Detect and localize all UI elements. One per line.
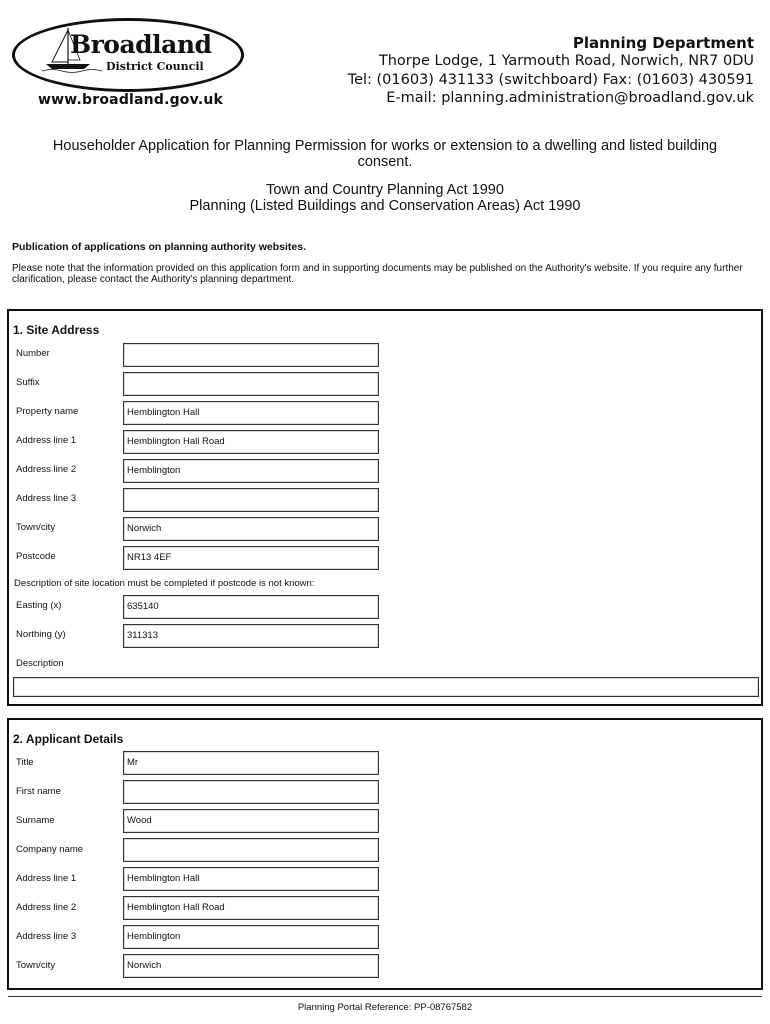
field-label: Address line 3	[16, 931, 77, 942]
document-title-line1: Householder Application for Planning Permission for works or extension to a dwelling and listed building	[52, 138, 718, 154]
act-title-1: Town and Country Planning Act 1990	[266, 182, 504, 198]
field-label: Address line 3	[16, 493, 77, 504]
field-label: Address line 2	[16, 902, 77, 913]
address-line-1-field[interactable]: Hemblington Hall Road	[123, 430, 379, 454]
field-label: Description	[16, 658, 64, 669]
department-address: Thorpe Lodge, 1 Yarmouth Road, Norwich, NR7 0DU	[378, 53, 754, 69]
title-field[interactable]: Mr	[123, 751, 379, 775]
field-label: Suffix	[16, 377, 40, 388]
portal-reference: Planning Portal Reference: PP-08767582	[297, 1002, 473, 1013]
address-line-3-field[interactable]	[123, 488, 379, 512]
field-label: First name	[16, 786, 61, 797]
logo-subtitle: District Council	[106, 60, 204, 73]
applicant-address-line-1-field[interactable]: Hemblington Hall	[123, 867, 379, 891]
logo-name: Broadland	[70, 30, 212, 59]
footer-divider	[8, 996, 762, 997]
easting-field[interactable]: 635140	[123, 595, 379, 619]
act-titles	[20, 182, 750, 214]
description-field[interactable]	[13, 677, 759, 697]
number-field[interactable]	[123, 343, 379, 367]
department-email[interactable]: E-mail: planning.administration@broadland.gov.uk	[386, 90, 754, 106]
field-label: Address line 1	[16, 435, 77, 446]
applicant-address-line-3-field[interactable]: Hemblington	[123, 925, 379, 949]
publication-note: Please note that the information provided on this application form and in supporting documents may be published on the Authority's website. If you require any further clarification, please contact the Authority's planning department.	[12, 263, 743, 285]
field-label: Address line 2	[16, 464, 77, 475]
site-address-section	[7, 309, 763, 706]
field-label: Easting (x)	[16, 600, 62, 611]
publication-heading: Publication of applications on planning authority websites.	[12, 241, 307, 253]
field-label: Company name	[16, 844, 84, 855]
field-label: Postcode	[16, 551, 56, 562]
department-title: Planning Department	[572, 34, 754, 52]
field-label: Property name	[16, 406, 79, 417]
field-label: Title	[16, 757, 34, 768]
applicant-address-line-2-field[interactable]: Hemblington Hall Road	[123, 896, 379, 920]
document-title	[20, 138, 750, 170]
company-name-field[interactable]	[123, 838, 379, 862]
section-title: 2. Applicant Details	[13, 732, 124, 746]
field-label: Number	[16, 348, 50, 359]
act-title-2: Planning (Listed Buildings and Conservation Areas) Act 1990	[189, 198, 581, 214]
field-label: Town/city	[16, 522, 56, 533]
field-label: Surname	[16, 815, 55, 826]
suffix-field[interactable]	[123, 372, 379, 396]
applicant-details-section	[7, 718, 763, 990]
section-title: 1. Site Address	[13, 323, 100, 337]
property-name-field[interactable]: Hemblington Hall	[123, 401, 379, 425]
field-label: Northing (y)	[16, 629, 66, 640]
postcode-field[interactable]: NR13 4EF	[123, 546, 379, 570]
first-name-field[interactable]	[123, 780, 379, 804]
field-label: Address line 1	[16, 873, 77, 884]
document-title-line2: consent.	[357, 154, 413, 170]
department-phone-fax: Tel: (01603) 431133 (switchboard) Fax: (01603) 430591	[347, 71, 754, 88]
surname-field[interactable]: Wood	[123, 809, 379, 833]
address-line-2-field[interactable]: Hemblington	[123, 459, 379, 483]
location-note: Description of site location must be completed if postcode is not known:	[14, 578, 315, 589]
website-link[interactable]: www.broadland.gov.uk	[38, 92, 224, 108]
town-city-field[interactable]: Norwich	[123, 517, 379, 541]
field-label: Town/city	[16, 960, 56, 971]
department-contact	[348, 34, 754, 108]
northing-field[interactable]: 311313	[123, 624, 379, 648]
applicant-town-city-field[interactable]: Norwich	[123, 954, 379, 978]
